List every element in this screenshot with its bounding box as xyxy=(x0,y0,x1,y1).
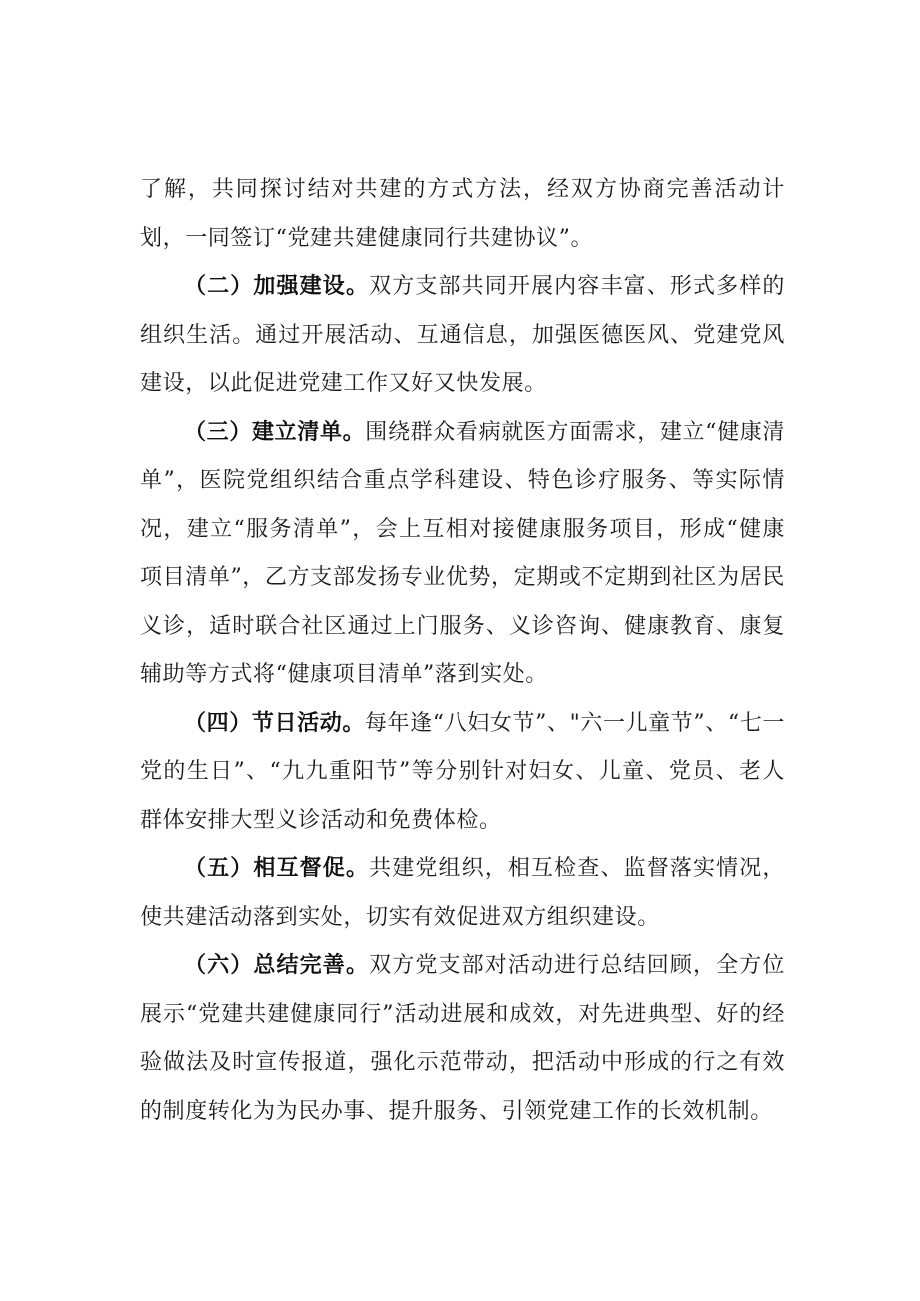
paragraph-establish-list xyxy=(140,409,785,700)
paragraph-text: 双方党支部对活动进行总结回顾，全方位展示“党建共建健康同行”活动进展和成效，对先进典型、好的经验做法及时宣传报道，强化示范带动，把活动中形成的行之有效的制度转化为为民办事、提升服务、引领党建工作的长效机制。 xyxy=(140,953,785,1124)
paragraph-text: 每年逢“八妇女节”、"六一儿童节”、“七一党的生日”、“九九重阳节”等分别针对妇女、儿童、党员、老人群体安排大型义诊活动和免费体检。 xyxy=(140,710,785,833)
paragraph-text: 双方支部共同开展内容丰富、形式多样的组织生活。通过开展活动、互通信息，加强医德医风、党建党风建设，以此促进党建工作又好又快发展。 xyxy=(140,274,785,396)
document-body xyxy=(140,166,785,1136)
paragraph-text: 共建党组织，相互检查、监督落实情况，使共建活动落到实处，切实有效促进双方组织建设。 xyxy=(140,856,785,930)
section-heading: （三）建立清单。 xyxy=(184,419,366,445)
paragraph-summarize-improve xyxy=(140,942,785,1136)
paragraph-strengthen-construction xyxy=(140,263,785,409)
paragraph-continuation xyxy=(140,166,785,263)
paragraph-text: 围绕群众看病就医方面需求，建立“健康清单”，医院党组织结合重点学科建设、特色诊疗服务、等实际情况，建立“服务清单”，会上互相对接健康服务项目，形成“健康项目清单”，乙方支部发扬专业优势，定期或不定期到社区为居民义诊，适时联合社区通过上门服务、义诊咨询、健康教育、康复辅助等方式将“健康项目清单”落到实处。 xyxy=(140,419,785,687)
paragraph-holiday-activities xyxy=(140,700,785,846)
section-heading: （二）加强建设。 xyxy=(184,274,370,299)
section-heading: （六）总结完善。 xyxy=(184,953,370,978)
paragraph-mutual-supervision xyxy=(140,845,785,942)
paragraph-text: 了解，共同探讨结对共建的方式方法，经双方协商完善活动计划，一同签订“党建共建健康同行共建协议”。 xyxy=(140,177,785,251)
section-heading: （五）相互督促。 xyxy=(184,856,370,881)
section-heading: （四）节日活动。 xyxy=(184,710,365,736)
